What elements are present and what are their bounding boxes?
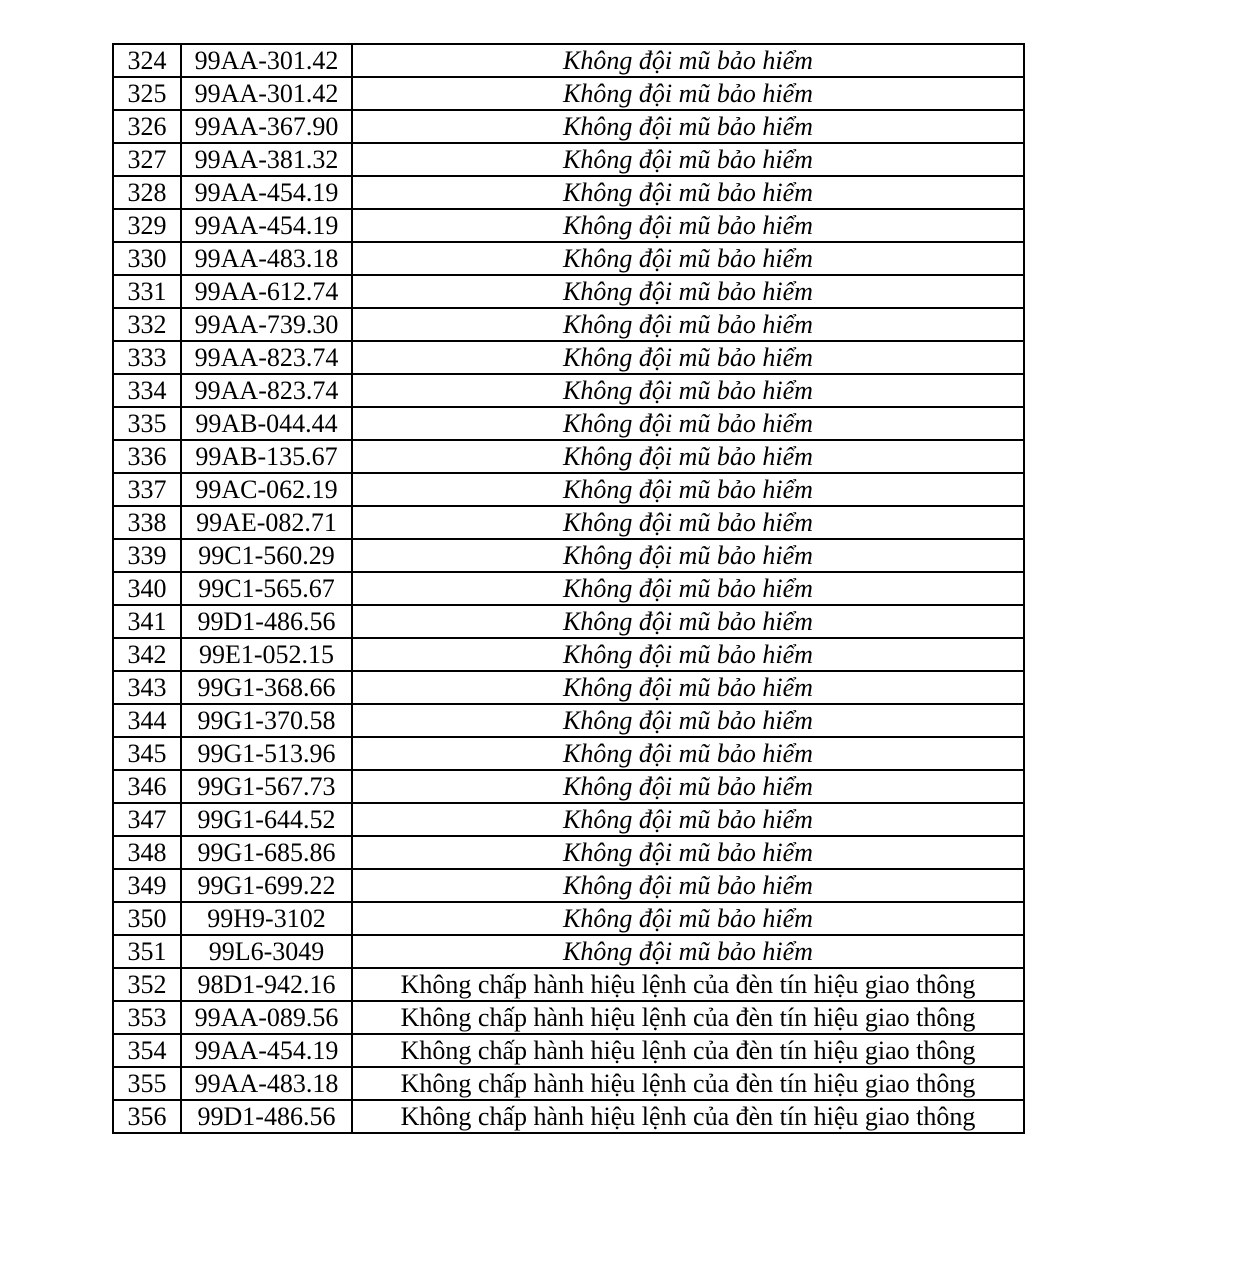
row-number-cell: 341 bbox=[113, 605, 181, 638]
license-plate-cell: 99AA-739.30 bbox=[181, 308, 352, 341]
table-row bbox=[113, 275, 1024, 308]
row-number-cell: 342 bbox=[113, 638, 181, 671]
license-plate-cell: 99G1-370.58 bbox=[181, 704, 352, 737]
license-plate-cell: 99G1-368.66 bbox=[181, 671, 352, 704]
violation-cell: Không đội mũ bảo hiểm bbox=[352, 209, 1024, 242]
row-number-cell: 339 bbox=[113, 539, 181, 572]
violation-cell: Không đội mũ bảo hiểm bbox=[352, 902, 1024, 935]
row-number-cell: 343 bbox=[113, 671, 181, 704]
violation-cell: Không đội mũ bảo hiểm bbox=[352, 77, 1024, 110]
table-row bbox=[113, 308, 1024, 341]
table-row bbox=[113, 572, 1024, 605]
row-number-cell: 344 bbox=[113, 704, 181, 737]
row-number-cell: 340 bbox=[113, 572, 181, 605]
row-number-cell: 324 bbox=[113, 44, 181, 77]
license-plate-cell: 99AA-483.18 bbox=[181, 242, 352, 275]
row-number-cell: 334 bbox=[113, 374, 181, 407]
license-plate-cell: 99AA-823.74 bbox=[181, 341, 352, 374]
violation-cell: Không đội mũ bảo hiểm bbox=[352, 341, 1024, 374]
license-plate-cell: 99AA-454.19 bbox=[181, 209, 352, 242]
violation-cell: Không chấp hành hiệu lệnh của đèn tín hiệu giao thông bbox=[352, 1100, 1024, 1133]
license-plate-cell: 99AA-612.74 bbox=[181, 275, 352, 308]
violation-cell: Không đội mũ bảo hiểm bbox=[352, 770, 1024, 803]
violations-table-body bbox=[113, 44, 1024, 1133]
row-number-cell: 338 bbox=[113, 506, 181, 539]
license-plate-cell: 99AA-823.74 bbox=[181, 374, 352, 407]
violation-cell: Không chấp hành hiệu lệnh của đèn tín hiệu giao thông bbox=[352, 1034, 1024, 1067]
table-row bbox=[113, 737, 1024, 770]
table-row bbox=[113, 341, 1024, 374]
row-number-cell: 336 bbox=[113, 440, 181, 473]
table-row bbox=[113, 242, 1024, 275]
table-row bbox=[113, 836, 1024, 869]
violation-cell: Không đội mũ bảo hiểm bbox=[352, 242, 1024, 275]
table-row bbox=[113, 1034, 1024, 1067]
table-row bbox=[113, 77, 1024, 110]
row-number-cell: 354 bbox=[113, 1034, 181, 1067]
row-number-cell: 353 bbox=[113, 1001, 181, 1034]
table-row bbox=[113, 539, 1024, 572]
row-number-cell: 333 bbox=[113, 341, 181, 374]
table-row bbox=[113, 968, 1024, 1001]
license-plate-cell: 99AB-044.44 bbox=[181, 407, 352, 440]
violation-cell: Không đội mũ bảo hiểm bbox=[352, 836, 1024, 869]
license-plate-cell: 99G1-513.96 bbox=[181, 737, 352, 770]
license-plate-cell: 99AA-089.56 bbox=[181, 1001, 352, 1034]
table-row bbox=[113, 110, 1024, 143]
row-number-cell: 337 bbox=[113, 473, 181, 506]
violation-cell: Không đội mũ bảo hiểm bbox=[352, 737, 1024, 770]
table-row bbox=[113, 935, 1024, 968]
table-row bbox=[113, 506, 1024, 539]
table-row bbox=[113, 44, 1024, 77]
license-plate-cell: 99AA-301.42 bbox=[181, 44, 352, 77]
license-plate-cell: 99AC-062.19 bbox=[181, 473, 352, 506]
row-number-cell: 328 bbox=[113, 176, 181, 209]
violation-cell: Không đội mũ bảo hiểm bbox=[352, 935, 1024, 968]
license-plate-cell: 99G1-567.73 bbox=[181, 770, 352, 803]
row-number-cell: 352 bbox=[113, 968, 181, 1001]
row-number-cell: 325 bbox=[113, 77, 181, 110]
table-row bbox=[113, 374, 1024, 407]
violation-cell: Không đội mũ bảo hiểm bbox=[352, 506, 1024, 539]
violation-cell: Không đội mũ bảo hiểm bbox=[352, 143, 1024, 176]
violation-cell: Không đội mũ bảo hiểm bbox=[352, 539, 1024, 572]
license-plate-cell: 99C1-560.29 bbox=[181, 539, 352, 572]
table-row bbox=[113, 1001, 1024, 1034]
license-plate-cell: 99D1-486.56 bbox=[181, 605, 352, 638]
table-row bbox=[113, 176, 1024, 209]
table-row bbox=[113, 704, 1024, 737]
row-number-cell: 346 bbox=[113, 770, 181, 803]
table-row bbox=[113, 143, 1024, 176]
table-row bbox=[113, 1067, 1024, 1100]
violation-cell: Không chấp hành hiệu lệnh của đèn tín hiệu giao thông bbox=[352, 1001, 1024, 1034]
table-row bbox=[113, 803, 1024, 836]
row-number-cell: 335 bbox=[113, 407, 181, 440]
license-plate-cell: 99G1-685.86 bbox=[181, 836, 352, 869]
row-number-cell: 349 bbox=[113, 869, 181, 902]
row-number-cell: 329 bbox=[113, 209, 181, 242]
row-number-cell: 348 bbox=[113, 836, 181, 869]
license-plate-cell: 99AE-082.71 bbox=[181, 506, 352, 539]
table-row bbox=[113, 869, 1024, 902]
row-number-cell: 330 bbox=[113, 242, 181, 275]
violation-cell: Không đội mũ bảo hiểm bbox=[352, 44, 1024, 77]
license-plate-cell: 99AB-135.67 bbox=[181, 440, 352, 473]
table-row bbox=[113, 671, 1024, 704]
violation-cell: Không đội mũ bảo hiểm bbox=[352, 176, 1024, 209]
violation-cell: Không đội mũ bảo hiểm bbox=[352, 110, 1024, 143]
license-plate-cell: 99D1-486.56 bbox=[181, 1100, 352, 1133]
license-plate-cell: 99G1-644.52 bbox=[181, 803, 352, 836]
row-number-cell: 351 bbox=[113, 935, 181, 968]
table-row bbox=[113, 770, 1024, 803]
table-row bbox=[113, 1100, 1024, 1133]
row-number-cell: 327 bbox=[113, 143, 181, 176]
violation-cell: Không đội mũ bảo hiểm bbox=[352, 869, 1024, 902]
violation-cell: Không đội mũ bảo hiểm bbox=[352, 671, 1024, 704]
row-number-cell: 326 bbox=[113, 110, 181, 143]
violation-cell: Không đội mũ bảo hiểm bbox=[352, 407, 1024, 440]
license-plate-cell: 99G1-699.22 bbox=[181, 869, 352, 902]
license-plate-cell: 99AA-301.42 bbox=[181, 77, 352, 110]
violation-cell: Không đội mũ bảo hiểm bbox=[352, 308, 1024, 341]
violation-cell: Không chấp hành hiệu lệnh của đèn tín hiệu giao thông bbox=[352, 968, 1024, 1001]
table-row bbox=[113, 209, 1024, 242]
violation-cell: Không đội mũ bảo hiểm bbox=[352, 572, 1024, 605]
table-row bbox=[113, 638, 1024, 671]
license-plate-cell: 99C1-565.67 bbox=[181, 572, 352, 605]
row-number-cell: 331 bbox=[113, 275, 181, 308]
row-number-cell: 332 bbox=[113, 308, 181, 341]
table-row bbox=[113, 473, 1024, 506]
table-row bbox=[113, 440, 1024, 473]
violation-cell: Không đội mũ bảo hiểm bbox=[352, 803, 1024, 836]
violation-cell: Không đội mũ bảo hiểm bbox=[352, 638, 1024, 671]
license-plate-cell: 99AA-454.19 bbox=[181, 1034, 352, 1067]
license-plate-cell: 99AA-381.32 bbox=[181, 143, 352, 176]
violation-cell: Không đội mũ bảo hiểm bbox=[352, 704, 1024, 737]
row-number-cell: 350 bbox=[113, 902, 181, 935]
violation-cell: Không đội mũ bảo hiểm bbox=[352, 473, 1024, 506]
violation-cell: Không đội mũ bảo hiểm bbox=[352, 275, 1024, 308]
row-number-cell: 356 bbox=[113, 1100, 181, 1133]
license-plate-cell: 99AA-367.90 bbox=[181, 110, 352, 143]
row-number-cell: 347 bbox=[113, 803, 181, 836]
violation-cell: Không đội mũ bảo hiểm bbox=[352, 440, 1024, 473]
license-plate-cell: 99AA-454.19 bbox=[181, 176, 352, 209]
row-number-cell: 355 bbox=[113, 1067, 181, 1100]
license-plate-cell: 99H9-3102 bbox=[181, 902, 352, 935]
license-plate-cell: 99L6-3049 bbox=[181, 935, 352, 968]
license-plate-cell: 99AA-483.18 bbox=[181, 1067, 352, 1100]
violation-cell: Không đội mũ bảo hiểm bbox=[352, 374, 1024, 407]
table-row bbox=[113, 605, 1024, 638]
row-number-cell: 345 bbox=[113, 737, 181, 770]
table-row bbox=[113, 902, 1024, 935]
violation-cell: Không đội mũ bảo hiểm bbox=[352, 605, 1024, 638]
violations-table bbox=[112, 43, 1025, 1134]
violation-cell: Không chấp hành hiệu lệnh của đèn tín hiệu giao thông bbox=[352, 1067, 1024, 1100]
license-plate-cell: 99E1-052.15 bbox=[181, 638, 352, 671]
license-plate-cell: 98D1-942.16 bbox=[181, 968, 352, 1001]
table-row bbox=[113, 407, 1024, 440]
